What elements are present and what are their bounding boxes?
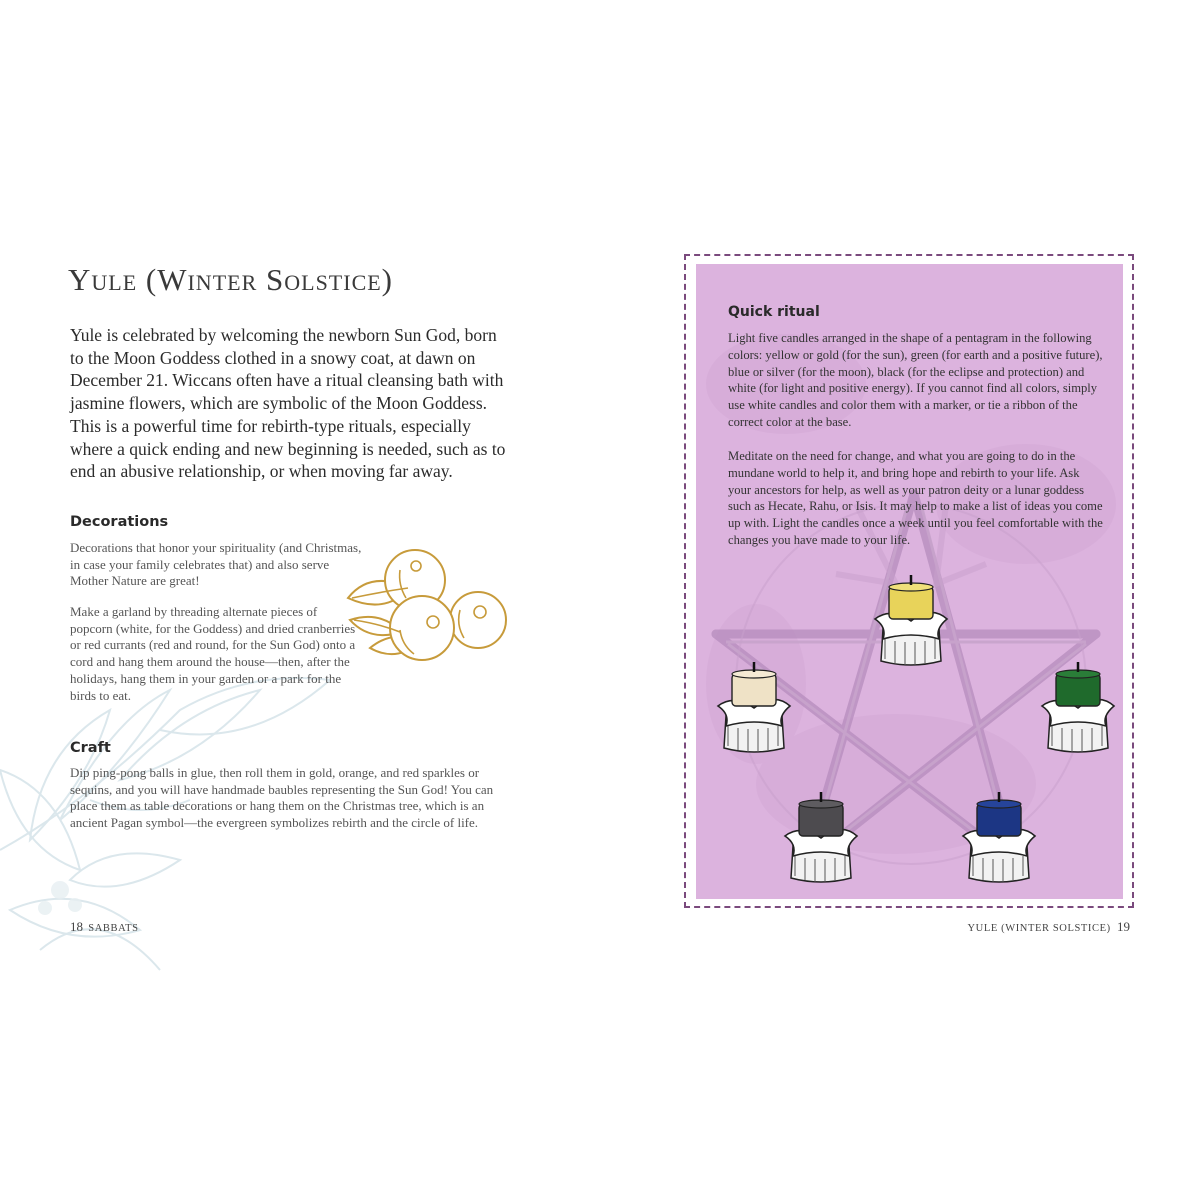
candle-green	[1042, 662, 1114, 752]
ritual-paragraph-1: Light five candles arranged in the shape of a pentagram in the following colors: yellow or gold (for the sun), green (for earth and a positive future), blue or silver (for the moon), black (for the eclipse and protection) and white (for light and positive energy). If you cannot find all colors, simply use white candles and color them with a marker, or tie a ribbon of the correct color at the base.	[728, 331, 1103, 429]
craft-paragraph: Dip ping-pong balls in glue, then roll them in gold, orange, and red sparkles or sequins, and you will have handmade baubles representing the Sun God! You can place them as table decorations or hang them on the Christmas tree, which is an ancient Pagan symbol—the evergreen symbolizes rebirth and the circle of life.	[70, 765, 494, 831]
page-number-right: 19	[1117, 919, 1130, 934]
page-number-left: 18	[70, 919, 83, 934]
section-name-left: SABBATS	[88, 923, 139, 934]
right-page	[600, 0, 1200, 1200]
craft-heading: Craft	[70, 740, 111, 756]
decorations-paragraph-2: Make a garland by threading alternate pieces of popcorn (white, for the Goddess) and dried cranberries or red currants (red and round, for the Sun God) onto a cord and hang them around the house—then, after the holidays, hang them in your garden or a park for the birds to eat.	[70, 604, 356, 703]
berries-illustration-icon	[340, 540, 515, 670]
section-name-right: YULE (WINTER SOLSTICE)	[967, 923, 1111, 934]
left-page-footer	[70, 919, 139, 935]
ritual-box	[684, 254, 1134, 908]
page-title: Yule (Winter Solstice)	[68, 262, 394, 297]
ritual-paragraph-2: Meditate on the need for change, and what you are going to do in the mundane world to help it, and bring hope and rebirth to your life. Ask your ancestors for help, as well as your patron deity or a lunar goddess such as Hecate, Rahu, or Isis. It may help to make a list of ideas you come up with. Light the candles once a week until you feel comfortable with the changes you have made to your life.	[728, 449, 1103, 547]
right-page-footer	[967, 919, 1130, 935]
decorations-heading: Decorations	[70, 514, 169, 530]
intro-paragraph: Yule is celebrated by welcoming the newborn Sun God, born to the Moon Goddess clothed in a snowy coat, at dawn on December 21. Wiccans often have a ritual cleansing bath with jasmine flowers, which are symbolic of the Moon Goddess. This is a powerful time for rebirth-type rituals, especially where a quick ending and new beginning is needed, such as to end an abusive relationship, or when moving far away.	[70, 325, 506, 482]
ritual-panel	[696, 264, 1123, 899]
decorations-paragraph-1: Decorations that honor your spirituality (and Christmas, in case your family celebrates that) and also serve Mother Nature are great!	[70, 540, 362, 589]
ritual-heading: Quick ritual	[728, 304, 820, 320]
